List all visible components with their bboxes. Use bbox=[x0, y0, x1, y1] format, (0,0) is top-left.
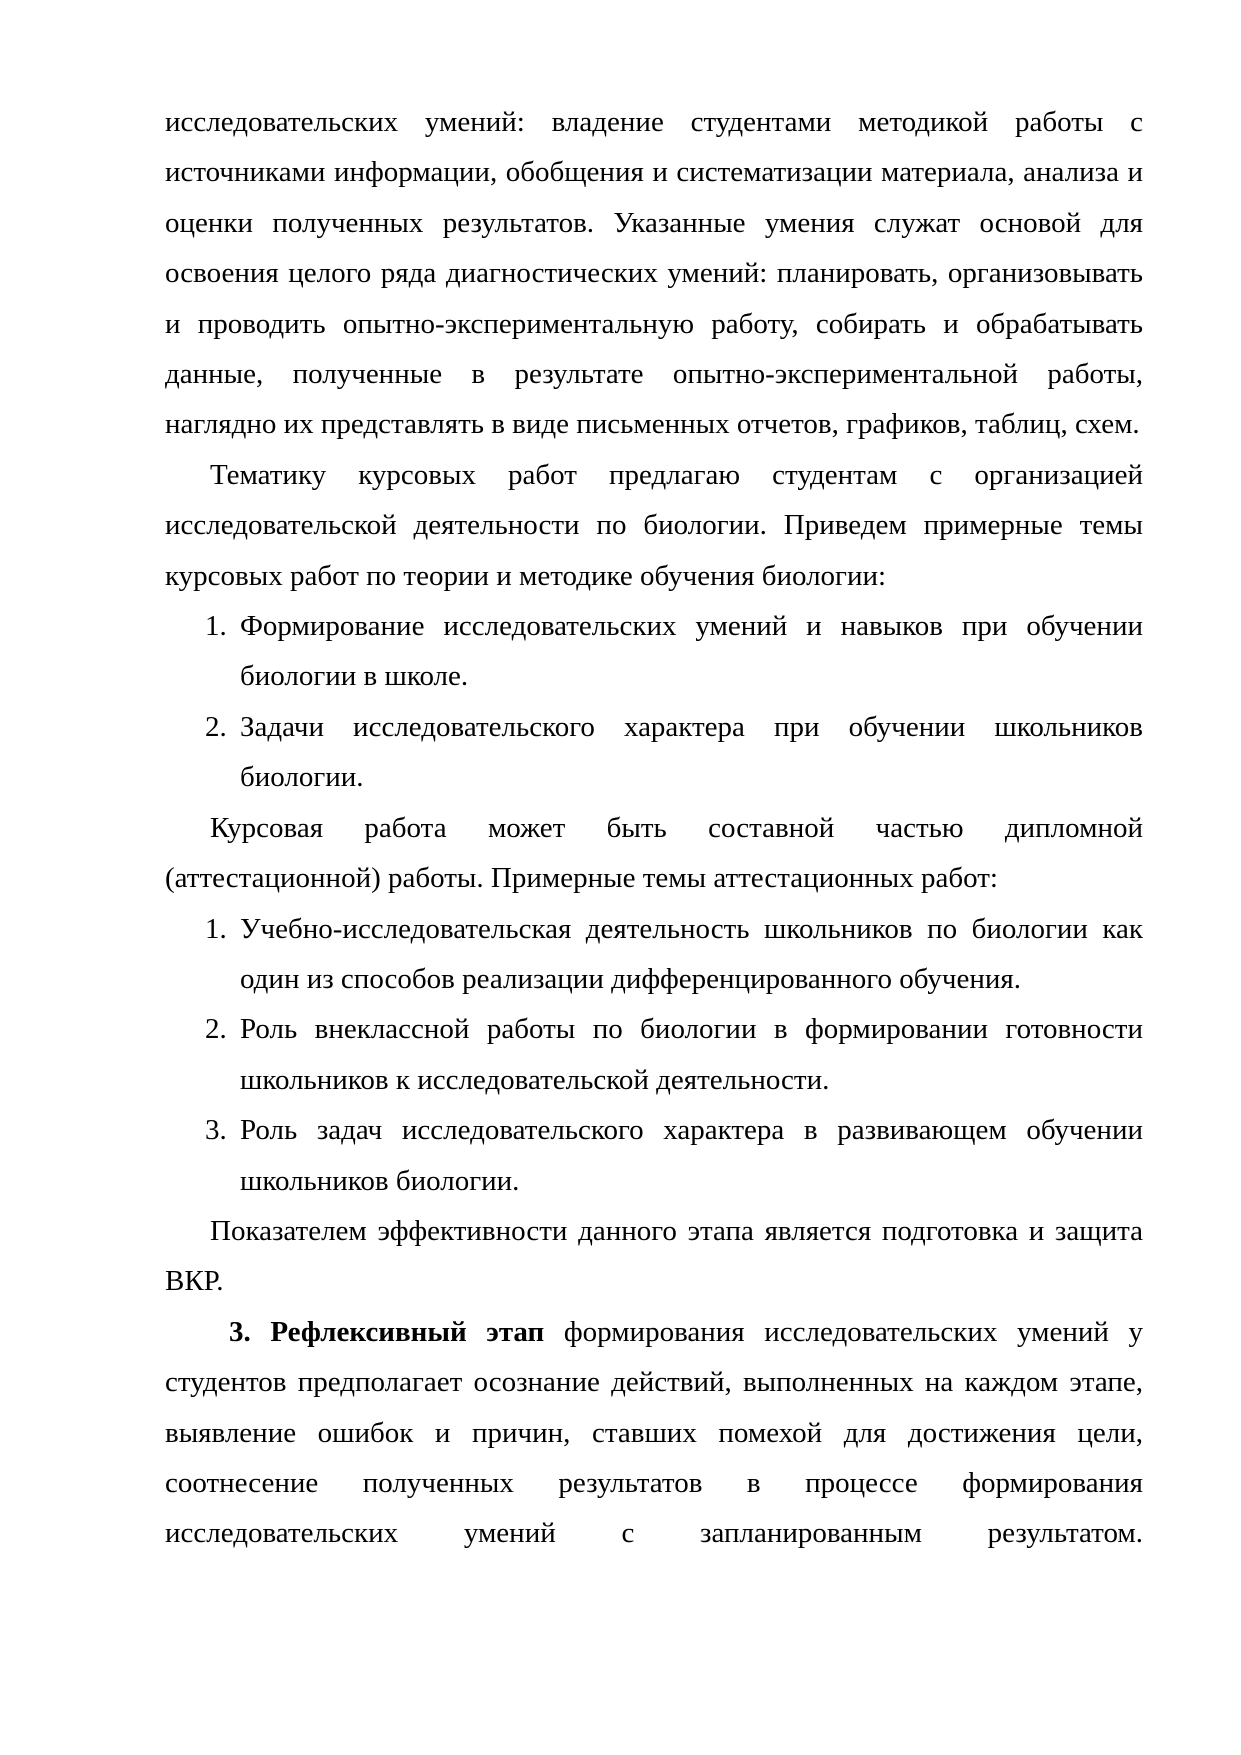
paragraph-effectiveness-indicator: Показателем эффективности данного этапа является подготовка и защита ВКР. bbox=[165, 1214, 1143, 1298]
list-item: Задачи исследовательского характера при обучении школьников биологии. bbox=[240, 710, 1143, 794]
text-block bbox=[165, 97, 1143, 1559]
attestation-topics-list bbox=[165, 904, 1143, 1206]
reflexive-stage-text: формирования исследовательских умений у студентов предполагает осознание действий, выполненных на каждом этапе, выявление ошибок и причин, ставших помехой для достижения цели, соотнесение полученных результатов в процессе формирования исследовательских умений с запланированным результатом. bbox=[165, 1315, 1143, 1550]
paragraph-reflexive-stage bbox=[165, 1307, 1143, 1559]
paragraph-research-skills: исследовательских умений: владение студентами методикой работы с источниками информации, обобщения и систематизации материала, анализа и оценки полученных результатов. Указанные умения служат основой для освоения целого ряда диагностических умений: планировать, организовывать и проводить опытно-экспериментальную работу, собирать и обрабатывать данные, полученные в результате опытно-экспериментальной работы, наглядно их представлять в виде письменных отчетов, графиков, таблиц, схем. bbox=[165, 106, 1143, 441]
paragraph-coursework-topics-intro: Тематику курсовых работ предлагаю студентам с организацией исследовательской деятельности по биологии. Приведем примерные темы курсовых работ по теории и методике обучения биологии: bbox=[165, 458, 1143, 592]
paragraph-attestation-intro: Курсовая работа может быть составной частью дипломной (аттестационной) работы. Примерные темы аттестационных работ: bbox=[165, 811, 1143, 895]
reflexive-stage-heading: 3. Рефлексивный этап bbox=[229, 1315, 545, 1348]
list-item: Роль внеклассной работы по биологии в формировании готовности школьников к исследовательской деятельности. bbox=[240, 1013, 1143, 1096]
list-item: Учебно-исследовательская деятельность школьников по биологии как один из способов реализации дифференцированного обучения. bbox=[240, 912, 1143, 995]
list-item: Роль задач исследовательского характера в развивающем обучении школьников биологии. bbox=[240, 1114, 1143, 1197]
list-item: Формирование исследовательских умений и навыков при обучении биологии в школе. bbox=[240, 610, 1143, 693]
coursework-topics-list bbox=[165, 601, 1143, 803]
